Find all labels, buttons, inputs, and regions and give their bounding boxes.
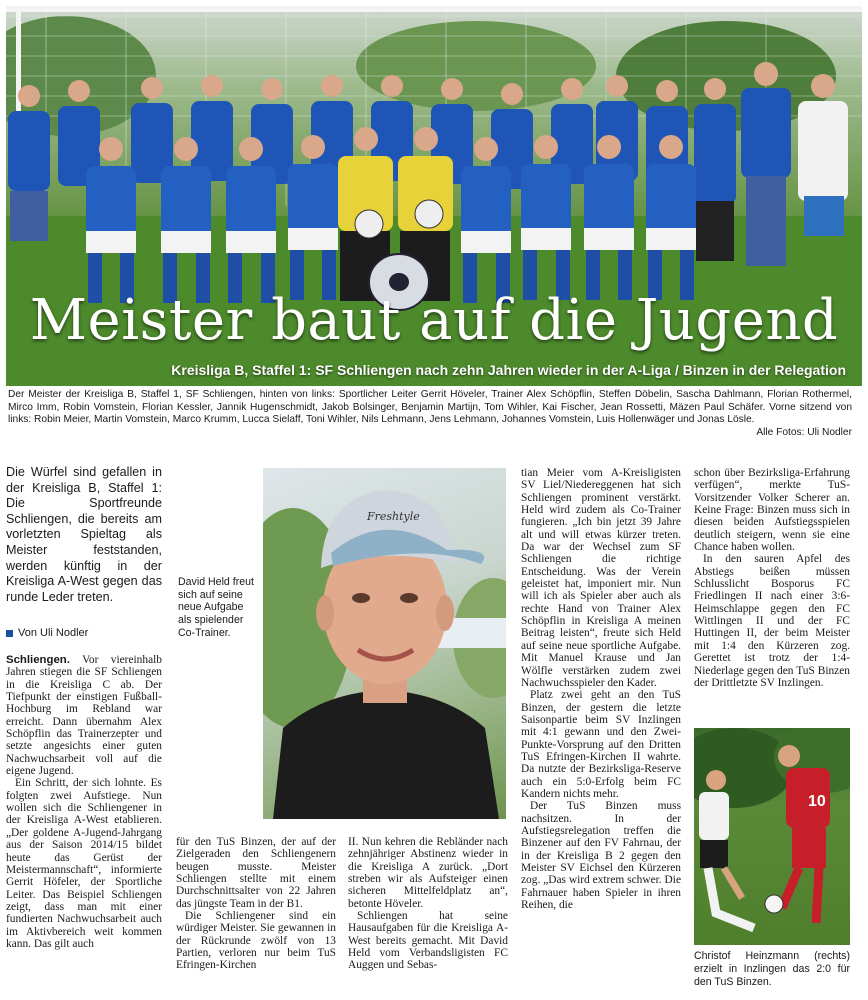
photo-credit: Alle Fotos: Uli Nodler <box>756 426 852 438</box>
subheadline: Kreisliga B, Staffel 1: SF Schliengen nach zehn Jahren wieder in der A-Liga / Binzen in der Relegation <box>171 362 846 378</box>
cap-logo-text: Freshtyle <box>367 510 420 523</box>
paragraph-text: Vor viereinhalb Jahren stiegen die SF Schliengen in die Kreisliga C ab. Der Tiefpunkt der einstigen Fußball-Hochburg im Rebland war erreicht. Dann übernahm Alex Schöpflin das Trainerzepter und setzte angesichts einer guten Nachwuchsarbeit voll auf die eigene Jugend. <box>6 654 162 778</box>
jersey-number: 10 <box>808 793 826 810</box>
paragraph: Ein Schritt, der sich lohnte. Es folgten zwei Aufstiege. Nun wollen sich die Schliengener in der Kreisliga A-West etablieren. „Der goldene A-Jugend-Jahrgang aus der Saison 2014/15 bildet heute das Gerüst der Meistermannschaft“, informierte Gerrit Höfeler, der Sportliche Leiter. Das Beispiel Schliengen zeigt, dass man mit einer fundierten Nachwuchsarbeit auch im Aktivbereich weit kommen kann. Das gilt auch <box>6 777 162 950</box>
paragraph <box>6 654 162 777</box>
paragraph: für den TuS Binzen, der auf der Zielgeraden den Schliengenern beugen musste. Meister Schliengen stellte mit einem Durchschnittsalter von 22 Jahren das jüngste Team in der B1. <box>176 836 336 910</box>
paragraph: II. Nun kehren die Rebländer nach zehnjähriger Abstinenz wieder in die Kreisliga A zurück. „Dort streben wir als Aufsteiger einen sicheren Mittelfeldplatz an“, betonte Höveler. <box>348 836 508 910</box>
article-column-1 <box>6 654 162 950</box>
action-photo <box>694 728 850 945</box>
article-column-2 <box>176 836 336 972</box>
article-column-4 <box>521 467 681 911</box>
paragraph: tian Meier vom A-Kreisligisten SV Liel/Niedereggenen hat sich Schliengen prominent verstärkt. Held wird zudem als Co-Trainer fungieren. „Ich bin jetzt 39 Jahre alt und will etwas kürzer treten. Da war der Wechsel zum SF Schliengen die richtige Entscheidung. Was der Verein geleistet hat, imponiert mir. Nun will ich als Spieler aber auch als rechte Hand von Trainer Alex Schöpflin in Kreisliga A meinen Beitrag leisten“, freute sich Held auf seine neue sportliche Aufgabe. Mit Manuel Krause und Jan Wölfle verstärken zudem zwei Nachwuchsspieler den Kader. <box>521 467 681 689</box>
paragraph: schon über Bezirksliga-Erfahrung verfügen“, merkte TuS-Vorsitzender Volker Scherer an. Keine Frage: Binzen muss sich in diesen beiden Aufstiegsspielen deutlich steigern, wenn sie eine Chance haben wollen. <box>694 467 850 554</box>
dateline: Schliengen. <box>6 654 70 666</box>
author-name: Von Uli Nodler <box>18 627 89 639</box>
headline: Meister baut auf die Jugend <box>29 288 839 353</box>
paragraph: Schliengen hat seine Hausaufgaben für die Kreisliga A-West bereits gemacht. Mit David Held vom Verbandsligisten FC Auggen und Sebas- <box>348 910 508 972</box>
action-caption: Christof Heinzmann (rechts) erzielt in Inzlingen das 2:0 für den TuS Binzen. <box>694 950 850 988</box>
article-column-5 <box>694 467 850 689</box>
paragraph: Die Schliengener sind ein würdiger Meister. Sie gewannen in der Rückrunde zwölf von 13 Partien, verloren nur beim TuS Efringen-Kirchen <box>176 910 336 972</box>
caption-text: Der Meister der Kreisliga B, Staffel 1, SF Schliengen, hinten von links: Sportlicher Leiter Gerrit Höveler, Trainer Alex Schöpflin, Steffen Döbelin, Sascha Dahlmann, Florian Rothermel, Mirco Imm, Robin Vomstein, Florian Kessler, Jannik Hugenschmidt, Jakob Bolsinger, Benjamin Martijn, Tom Wihler, Kai Fischer, Jean Rossetti, Mäzen Paul Schäfer. Vorne sitzend von links: Robin Meier, Martin Vomstein, Marco Krumm, Lucca Sielaff, Toni Wihler, Nils Lehmann, Jens Lehmann, Johannes Vomstein, Luis Hollenwäger und Jonas Lösle. <box>8 389 852 426</box>
portrait-illustration <box>263 468 506 819</box>
article-column-3 <box>348 836 508 972</box>
portrait-caption: David Held freut sich auf seine neue Aufgabe als spielender Co-Trainer. <box>178 576 254 639</box>
article-intro: Die Würfel sind gefallen in der Kreisliga B, Staffel 1: Die Sportfreunde Schliengen, die bereits am vorletzten Spieltag als Meister feststanden, werden künftig in der Kreisliga A-West gegen das runde Leder treten. <box>6 465 162 604</box>
paragraph: Platz zwei geht an den TuS Binzen, der gestern die letzte Saisonpartie beim SV Inzlingen mit 4:1 gewann und den Zwei-Punkte-Vorsprung auf den Dritten TuS Efringen-Kirchen II wahrte. Da nutzte der Bezirksliga-Reserve auch ein 5:0-Erfolg beim FC Kandern nichts mehr. <box>521 689 681 800</box>
portrait-photo <box>263 468 506 819</box>
byline-square-icon <box>6 630 13 637</box>
action-illustration <box>694 728 850 945</box>
paragraph: In den sauren Apfel des Abstiegs beißen müssen Schlusslicht Bosporus FC Friedlingen II nach einer 3:6-Heimschlappe gegen den FC Wittlingen II und der FC Huttingen II, der beim Meister mit 1:4 den Kürzeren zog. Gerettet ist trotz der 1:4-Niederlage gegen den TuS Binzen der Drittletzte SV Inzlingen. <box>694 553 850 689</box>
author-byline <box>6 627 88 639</box>
photo-caption <box>8 389 852 439</box>
paragraph: Der TuS Binzen muss nachsitzen. In der Aufstiegsrelegation treffen die Binzener auf den FV Fahrnau, der in der Kreisliga B 2 gegen den Meister SV Eichsel den Kürzeren zog. „Das wird extrem schwer. Die Fahrnauer haben Spieler in ihren Reihen, die <box>521 800 681 912</box>
